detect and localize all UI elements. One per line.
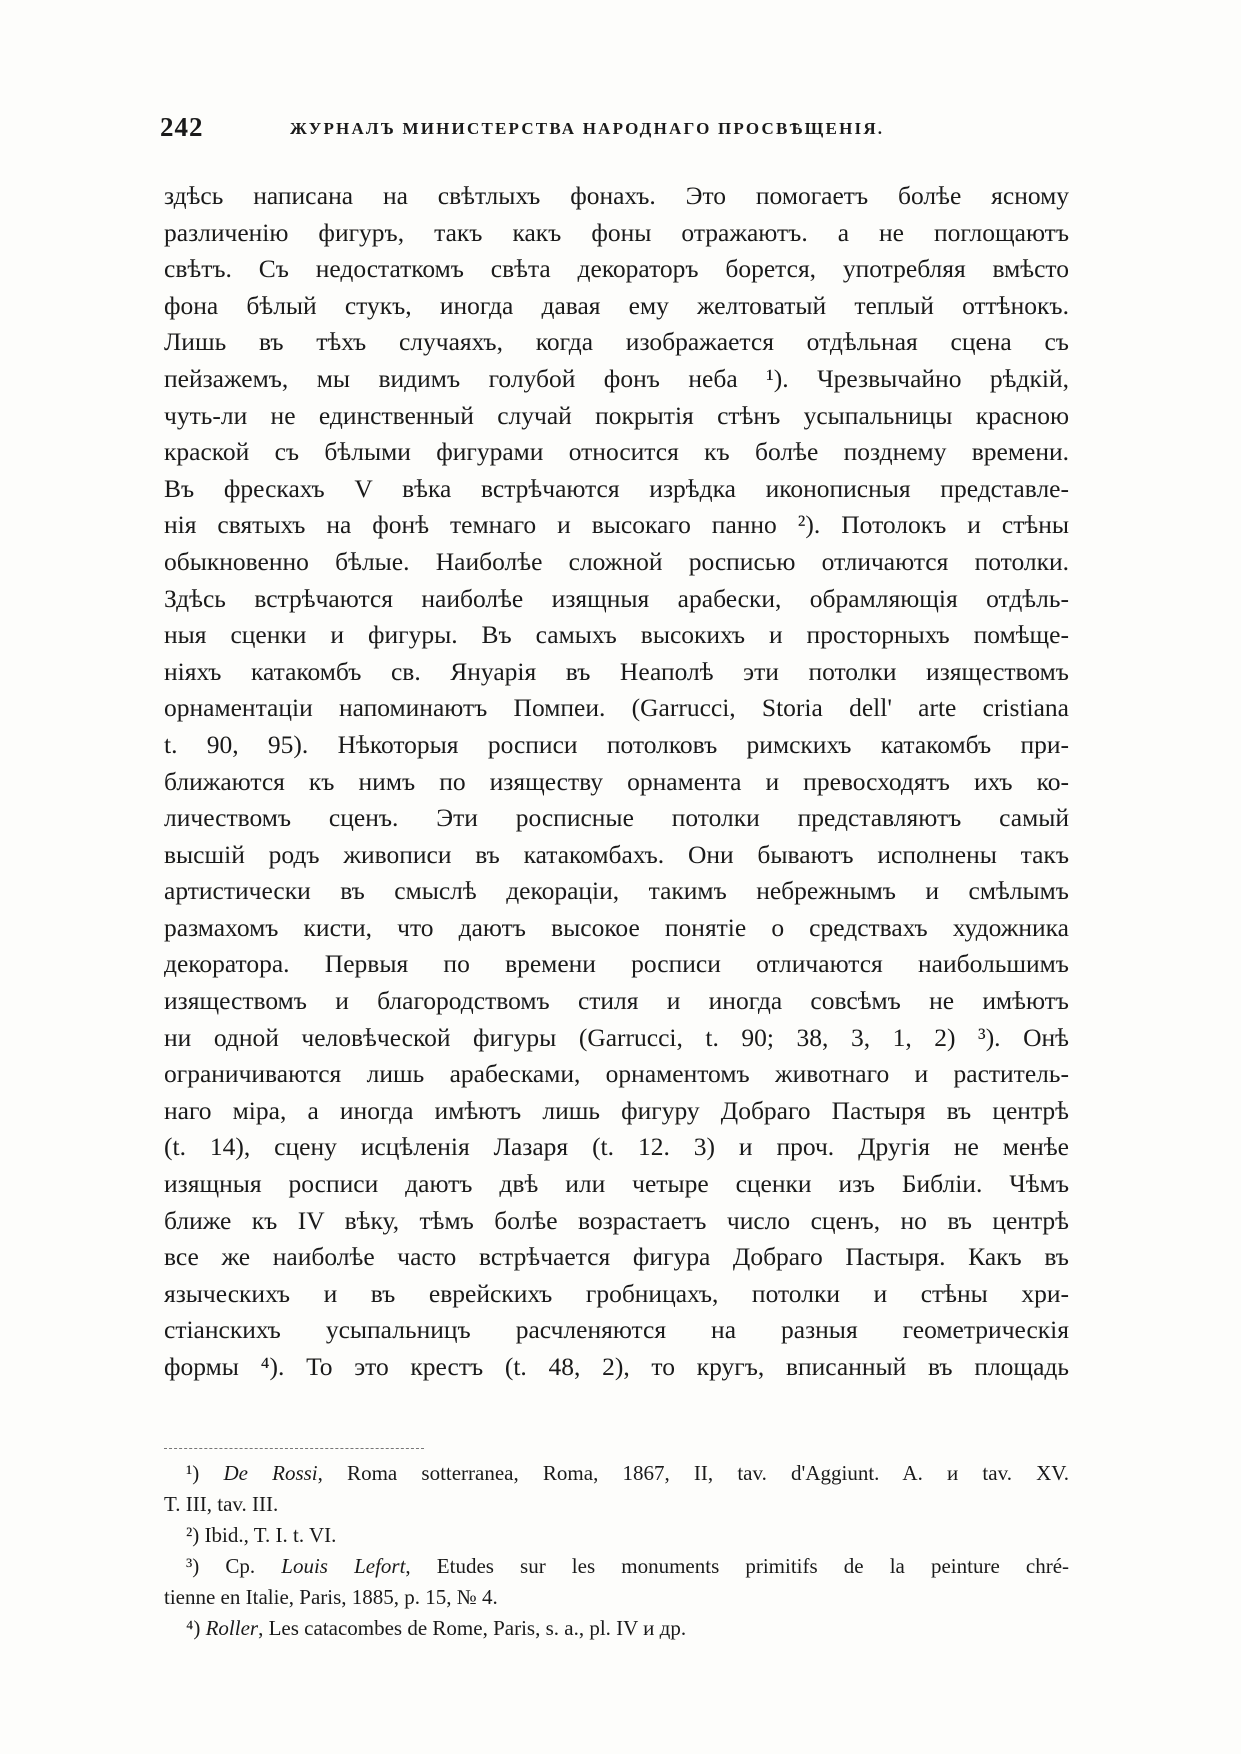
footnote-1-continuation [164,1489,1069,1520]
footnote-marker: ³) [186,1554,200,1578]
text-line: декоратора. Первыя по времени росписи отличаются наибольшимъ [164,949,1069,979]
footnote-marker: ¹) [186,1461,200,1485]
text-line: t. 90, 95). Нѣкоторыя росписи потолковъ римскихъ катакомбъ при- [164,729,1069,759]
body-text [164,178,1069,1386]
footnote-author: De Rossi [223,1461,318,1485]
text-line: пейзажемъ, мы видимъ голубой фонъ неба ¹). Чрезвычайно рѣдкій, [164,363,1069,393]
text-line: (t. 14), сцену исцѣленія Лазаря (t. 12. 3) и проч. Другія не менѣе [164,1132,1069,1162]
footnote-text: , Les catacombes de Rome, Paris, s. a., pl. IV и др. [258,1616,687,1640]
text-line: высшій родъ живописи въ катакомбахъ. Они бываютъ исполнены такъ [164,839,1069,869]
text-line: ни одной человѣческой фигуры (Garrucci, t. 90; 38, 3, 1, 2) ³). Онѣ [164,1022,1069,1052]
text-line: краской съ бѣлыми фигурами относится къ болѣе позднему времени. [164,437,1069,467]
text-line: орнаментаціи напоминаютъ Помпеи. (Garrucci, Storia dell' arte cristiana [164,693,1069,723]
text-line: свѣтъ. Съ недостаткомъ свѣта декораторъ борется, употребляя вмѣсто [164,254,1069,284]
footnote-3 [164,1551,1069,1582]
text-line: языческихъ и въ еврейскихъ гробницахъ, потолки и стѣны хри- [164,1278,1069,1308]
text-line: Здѣсь встрѣчаются наиболѣе изящныя арабески, обрамляющія отдѣль- [164,583,1069,613]
footnote-author: Louis Lefort [281,1554,406,1578]
running-title: ЖУРНАЛЪ МИНИСТЕРСТВА НАРОДНАГО ПРОСВѢЩЕНІЯ. [290,119,885,138]
footnote-separator [164,1448,424,1449]
page-header [160,112,1080,152]
text-line: все же наиболѣе часто встрѣчается фигура Добраго Пастыря. Какъ въ [164,1242,1069,1272]
page-number: 242 [160,112,204,142]
footnote-marker: ²) [186,1523,200,1547]
text-line: ніяхъ катакомбъ св. Януарія въ Неаполѣ эти потолки изяществомъ [164,656,1069,686]
text-line: фона бѣлый стукъ, иногда давая ему желтоватый теплый оттѣнокъ. [164,290,1069,320]
footnote-marker: ⁴) [186,1616,201,1640]
footnote-prefix: Cp. [225,1554,282,1578]
text-line: ближе къ IV вѣку, тѣмъ болѣе возрастаетъ число сценъ, но въ центрѣ [164,1205,1069,1235]
text-line: артистически въ смыслѣ декораціи, такимъ небрежнымъ и смѣлымъ [164,876,1069,906]
text-line: Лишь въ тѣхъ случаяхъ, когда изображается отдѣльная сцена съ [164,327,1069,357]
footnote-text: , Etudes sur les monuments primitifs de la peinture chré- [405,1554,1070,1578]
text-line: изящныя росписи даютъ двѣ или четыре сценки изъ Библіи. Чѣмъ [164,1169,1069,1199]
footnote-1 [164,1458,1069,1489]
footnote-text: T. III, tav. III. [164,1492,279,1516]
text-line: ближаются къ нимъ по изяществу орнамента и превосходятъ ихъ ко- [164,766,1069,796]
text-line: обыкновенно бѣлые. Наиболѣе сложной росписью отличаются потолки. [164,546,1069,576]
text-line: личествомъ сценъ. Эти росписные потолки представляютъ самый [164,803,1069,833]
text-line: наго міра, а иногда имѣютъ лишь фигуру Добраго Пастыря въ центрѣ [164,1095,1069,1125]
footnotes [164,1458,1069,1644]
text-line: размахомъ кисти, что даютъ высокое понятіе о средствахъ художника [164,912,1069,942]
footnote-text: Ibid., T. I. t. VI. [204,1523,337,1547]
text-line: нія святыхъ на фонѣ темнаго и высокаго панно ²). Потолокъ и стѣны [164,510,1069,540]
text-line: Въ фрескахъ V вѣка встрѣчаются изрѣдка иконописныя представле- [164,473,1069,503]
footnote-author: Roller [205,1616,259,1640]
footnote-2 [164,1520,1069,1551]
text-line: изяществомъ и благородствомъ стиля и иногда совсѣмъ не имѣютъ [164,986,1069,1016]
text-line: ныя сценки и фигуры. Въ самыхъ высокихъ и просторныхъ помѣще- [164,620,1069,650]
text-line: ограничиваются лишь арабесками, орнаментомъ животнаго и раститель- [164,1059,1069,1089]
text-line: чуть-ли не единственный случай покрытія стѣнъ усыпальницы красною [164,400,1069,430]
footnote-text: , Roma sotterranea, Roma, 1867, II, tav. d'Aggiunt. A. и tav. XV. [317,1461,1069,1485]
text-line: здѣсь написана на свѣтлыхъ фонахъ. Это помогаетъ болѣе ясному [164,181,1069,210]
text-line: различенію фигуръ, такъ какъ фоны отражаютъ. а не поглощаютъ [164,217,1069,247]
footnote-4 [164,1613,1069,1644]
text-line: формы ⁴). То это крестъ (t. 48, 2), то кругъ, вписанный въ площадь [164,1352,1069,1381]
text-line: стіанскихъ усыпальницъ расчленяются на разныя геометрическія [164,1315,1069,1345]
footnote-3-continuation [164,1582,1069,1613]
footnote-text: tienne en Italie, Paris, 1885, p. 15, № 4. [164,1585,498,1609]
